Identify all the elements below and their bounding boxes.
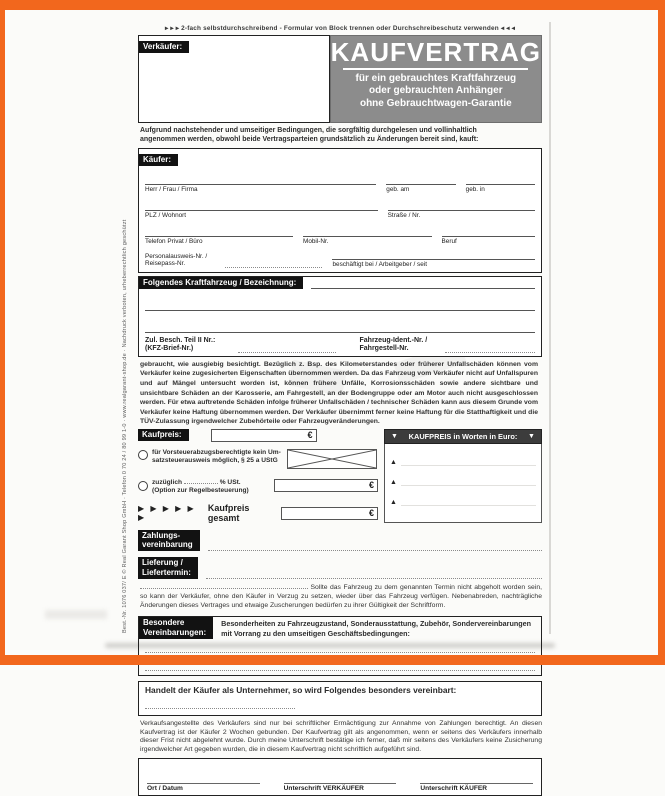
- price-left-column: [138, 429, 378, 523]
- form-header: [138, 35, 542, 123]
- write-line[interactable]: [145, 228, 293, 237]
- vat-option2-text: [152, 476, 268, 495]
- buyer-street-label: Straße / Nr.: [387, 211, 421, 219]
- frame-border-left: [0, 0, 5, 665]
- write-line[interactable]: [442, 228, 535, 237]
- signature-place-date[interactable]: [147, 777, 260, 792]
- regdoc-label-2: (KFZ-Brief-Nr.): [145, 344, 194, 352]
- buyer-phone-label: Telefon Privat / Büro: [145, 237, 203, 245]
- buyer-city-label: PLZ / Wohnort: [145, 211, 187, 219]
- delivery-field[interactable]: [206, 570, 542, 579]
- words-write-line[interactable]: [401, 501, 536, 506]
- special-label-line2: Vereinbarungen:: [143, 627, 207, 637]
- entrepreneur-write-line[interactable]: [145, 700, 295, 709]
- buyer-name-label: Herr / Frau / Firma: [145, 185, 198, 193]
- buyer-mobile-field[interactable]: [303, 228, 432, 245]
- up-arrow-icon: ▲: [390, 478, 397, 486]
- euro-sign: €: [368, 480, 374, 491]
- crossed-out-box: [287, 449, 377, 469]
- payment-section: [138, 530, 542, 551]
- special-label: [139, 617, 213, 638]
- title-subtitle-1: für ein gebrauchtes Kraftfahrzeug: [355, 73, 517, 85]
- regdoc-label-1: Zul. Besch. Teil II Nr.:: [145, 336, 216, 344]
- closing-paragraph: Verkaufsangestellte des Verkäufers sind nur bei schriftlicher Ermächtigung zur Annahme von Zahlungen berechtigt. An diesen Kaufvertrag ist der Käufer 2 Wochen gebunden. Der Kaufvertrag gilt als angenommen, wenn er seitens des Verkäufers innerhalb dieser Frist nicht abgelehnt wurde. Durch meine Unterschrift bestätige ich ferner, daß mir seitens des Verkäufers keine Zusicherung irgendwelcher Art gegeben wurden, die in diesem Kaufvertrag nicht schriftlich aufgeführt sind.: [140, 719, 542, 754]
- delivery-label: [138, 557, 198, 578]
- buyer-birthplace-label: geb. in: [465, 185, 485, 193]
- buyer-birthplace-field[interactable]: [466, 176, 535, 193]
- delivery-section: [138, 557, 542, 578]
- vehicle-regdoc-labels: [145, 337, 228, 353]
- buyer-label: Käufer:: [139, 154, 178, 166]
- delivery-label-line2: Liefertermin:: [142, 567, 191, 577]
- entrepreneur-section: [138, 681, 542, 716]
- buyer-street-field[interactable]: [388, 202, 535, 219]
- buyer-birthdate-field[interactable]: [386, 176, 455, 193]
- vat-percent-field[interactable]: [184, 476, 218, 484]
- frame-border-right: [658, 0, 665, 665]
- frame-border-top: [0, 0, 665, 10]
- vin-label-1: Fahrzeug-Ident.-Nr. /: [359, 336, 428, 344]
- signature-seller[interactable]: [284, 777, 397, 792]
- marker-arrows-left: ▸ ▸ ▸: [164, 25, 180, 32]
- special-agreements-section: [138, 616, 542, 675]
- buyer-birthdate-label: geb. am: [386, 185, 410, 193]
- write-line[interactable]: [388, 202, 535, 211]
- condition-paragraph: gebraucht, wie ausgiebig besichtigt. Bezüglich z. Bsp. des Kilometerstandes oder früherer Unfallschäden können vom Verkäufer keine zugesicherten Eigenschaften übernommen werden. Da das Fahrzeug vom Verkäufer nicht auf Unfallspuren und auf Mängel untersucht worden ist, können frühere Unfälle, Korrosionsschäden sowie andere sichtbare und unsichtbare Schäden an der Karosserie, am Fahrgestell, an der Bodengruppe oder am Motor auch nicht ausgeschlossen werden. Für etwa auftretende Schäden infolge früherer Unfallschäden / technischer Schäden kann aus diesem Grunde vom Verkäufer keine Haftung übernommen werden. Der Verkäufer übernimmt ferner keine Haftung für die Statthaftigkeit und die TÜV-Zulassung irgendwelcher Zubehörteile oder Fahrzeugveränderungen.: [140, 360, 538, 426]
- payment-label-line2: vereinbarung: [142, 540, 193, 550]
- paper-right-edge: [549, 22, 551, 634]
- buyer-employer-label: beschäftigt bei / Arbeitgeber / seit: [332, 260, 427, 268]
- payment-label: [138, 530, 200, 551]
- frame-border-bottom: [0, 655, 665, 665]
- purchase-contract-form: [138, 24, 542, 796]
- carbon-copy-instruction: [138, 24, 542, 32]
- signature-line[interactable]: [284, 777, 397, 784]
- price-label: Kaufpreis:: [138, 429, 189, 441]
- price-input[interactable]: [211, 429, 317, 442]
- order-number-caption: Best.-Nr. 1076 037/ E © Real Garant Shop GmbH · Telefon 0 70 24 / 80 99 1-0 · www.realgarant-shop.de · Nachdruck verboten, urheberrechtlich geschützt: [122, 219, 128, 633]
- entrepreneur-text: Handelt der Käufer als Unternehmer, so wird Folgendes besonders vereinbart:: [145, 684, 457, 695]
- vat-option2-suffix: % USt.: [219, 478, 241, 486]
- buyer-section: [138, 148, 542, 273]
- buyer-mobile-label: Mobil-Nr.: [303, 237, 329, 245]
- payment-label-line1: Zahlungs-: [142, 531, 181, 541]
- buyer-phone-field[interactable]: [145, 228, 293, 245]
- price-in-words-header: [384, 429, 542, 444]
- buyer-signature-label: Unterschrift KÄUFER: [420, 785, 488, 792]
- seller-field-box[interactable]: [138, 35, 330, 123]
- buyer-job-field[interactable]: [442, 228, 535, 245]
- vehicle-label: Folgendes Kraftfahrzeug / Bezeichnung:: [139, 277, 303, 289]
- total-label: Kaufpreis gesamt: [207, 503, 250, 524]
- vat-option1-radio[interactable]: [138, 450, 148, 460]
- total-price-input[interactable]: [281, 507, 378, 520]
- write-line[interactable]: [303, 228, 432, 237]
- vat-option1-line2: satzsteuerausweis möglich, § 25 a UStG: [152, 456, 278, 464]
- write-line[interactable]: [386, 176, 455, 185]
- write-line[interactable]: [332, 251, 535, 260]
- delivery-text: Sollte das Fahrzeug zu dem genannten Termin nicht abgeholt worden sein, so kann der Verkäufer, ohne den Käufer in Verzug zu setzen, wieder über das Fahrzeug verfügen. Nebenabreden, nachträgliche Änderungen dieses Vertrages und etwaige Zuscherungen bedürfen zu ihrer Gültigkeit der Schriftform.: [140, 583, 542, 610]
- buyer-job-label: Beruf: [441, 237, 457, 245]
- payment-field[interactable]: [208, 542, 542, 551]
- marker-arrows-right: ◂ ◂ ◂: [500, 25, 516, 32]
- total-arrows: ▶ ▶ ▶ ▶ ▶ ▶: [138, 504, 196, 523]
- price-section: [138, 429, 542, 523]
- vat-option1-text: [152, 449, 281, 465]
- buyer-employer-field[interactable]: [332, 251, 535, 268]
- price-in-words-box: [384, 429, 542, 523]
- title-subtitle-2: oder gebrauchten Anhänger: [369, 85, 503, 97]
- vat-option2-prefix: zuzüglich: [152, 478, 183, 486]
- vat-option1-line1: für Vorsteuerabzugsberechtigte kein Um-: [152, 448, 281, 456]
- special-description: Besonderheiten zu Fahrzeugzustand, Sonderausstattung, Zubehör, Sondervereinbarungen mit Vorrang zu den umseitigen Geschäftsbedingungen:: [221, 619, 532, 638]
- place-date-label: Ort / Datum: [147, 785, 183, 792]
- write-line[interactable]: [145, 176, 376, 185]
- buyer-name-field[interactable]: [145, 176, 376, 193]
- signature-buyer[interactable]: [420, 777, 533, 792]
- seller-signature-label: Unterschrift VERKÄUFER: [283, 785, 364, 792]
- price-in-words-title: KAUFPREIS in Worten in Euro:: [408, 431, 518, 441]
- signature-line[interactable]: [420, 777, 533, 784]
- price-in-words-area[interactable]: [384, 444, 542, 523]
- vehicle-desc-line-3[interactable]: [145, 324, 535, 333]
- instruction-text: 2-fach selbstdurchschreibend - Formular von Block trennen oder Durchschreibeschutz verwenden: [181, 25, 499, 32]
- words-write-line[interactable]: [401, 481, 536, 486]
- vat-option2-radio[interactable]: [138, 481, 148, 491]
- vat-option2-note: (Option zur Regelbesteuerung): [152, 486, 249, 494]
- vin-field[interactable]: [445, 344, 535, 353]
- down-arrow-icon: ▼: [528, 432, 535, 440]
- vin-labels: [360, 337, 435, 353]
- title-divider: [343, 68, 528, 70]
- buyer-id-field[interactable]: [225, 259, 322, 268]
- write-line[interactable]: [145, 202, 378, 211]
- buyer-id-label-1: Personalausweis-Nr. /: [145, 252, 208, 260]
- down-arrow-icon: ▼: [391, 432, 398, 440]
- buyer-city-field[interactable]: [145, 202, 378, 219]
- write-line[interactable]: [466, 176, 535, 185]
- special-write-line-1[interactable]: [145, 644, 535, 653]
- vin-label-2: Fahrgestell-Nr.: [359, 344, 409, 352]
- vehicle-section: [138, 276, 542, 357]
- vat-amount-input[interactable]: [274, 479, 378, 492]
- up-arrow-icon: ▲: [390, 458, 397, 466]
- regdoc-field[interactable]: [238, 344, 336, 353]
- special-label-line1: Besondere: [143, 618, 185, 628]
- signature-line[interactable]: [147, 777, 260, 784]
- buyer-id-labels: [145, 253, 215, 268]
- euro-sign: €: [307, 430, 313, 441]
- euro-sign: €: [368, 508, 374, 519]
- signature-section: [138, 758, 542, 796]
- buyer-id-label-2: Reisepass-Nr.: [145, 260, 186, 268]
- seller-label: Verkäufer:: [139, 41, 189, 53]
- up-arrow-icon: ▲: [390, 498, 397, 506]
- words-write-line[interactable]: [401, 461, 536, 466]
- delivery-paragraph: [140, 581, 542, 611]
- delivery-date-field[interactable]: [140, 581, 308, 589]
- faint-watermark: [45, 610, 107, 619]
- intro-paragraph: Aufgrund nachstehender und umseitiger Bedingungen, die sorgfältig durchgelesen und vollinhaltlich angenommen werden, obwohl beide Vertragsparteien grundsätzlich zu Änderungen bereit sind, kauft:: [140, 127, 479, 143]
- title-subtitle-3: ohne Gebrauchtwagen-Garantie: [359, 97, 512, 109]
- vehicle-desc-line-2[interactable]: [145, 302, 535, 311]
- form-title: KAUFVERTRAG: [330, 37, 541, 67]
- vehicle-desc-line-1[interactable]: [311, 280, 535, 289]
- title-banner: [330, 35, 542, 123]
- delivery-label-line1: Lieferung /: [142, 558, 183, 568]
